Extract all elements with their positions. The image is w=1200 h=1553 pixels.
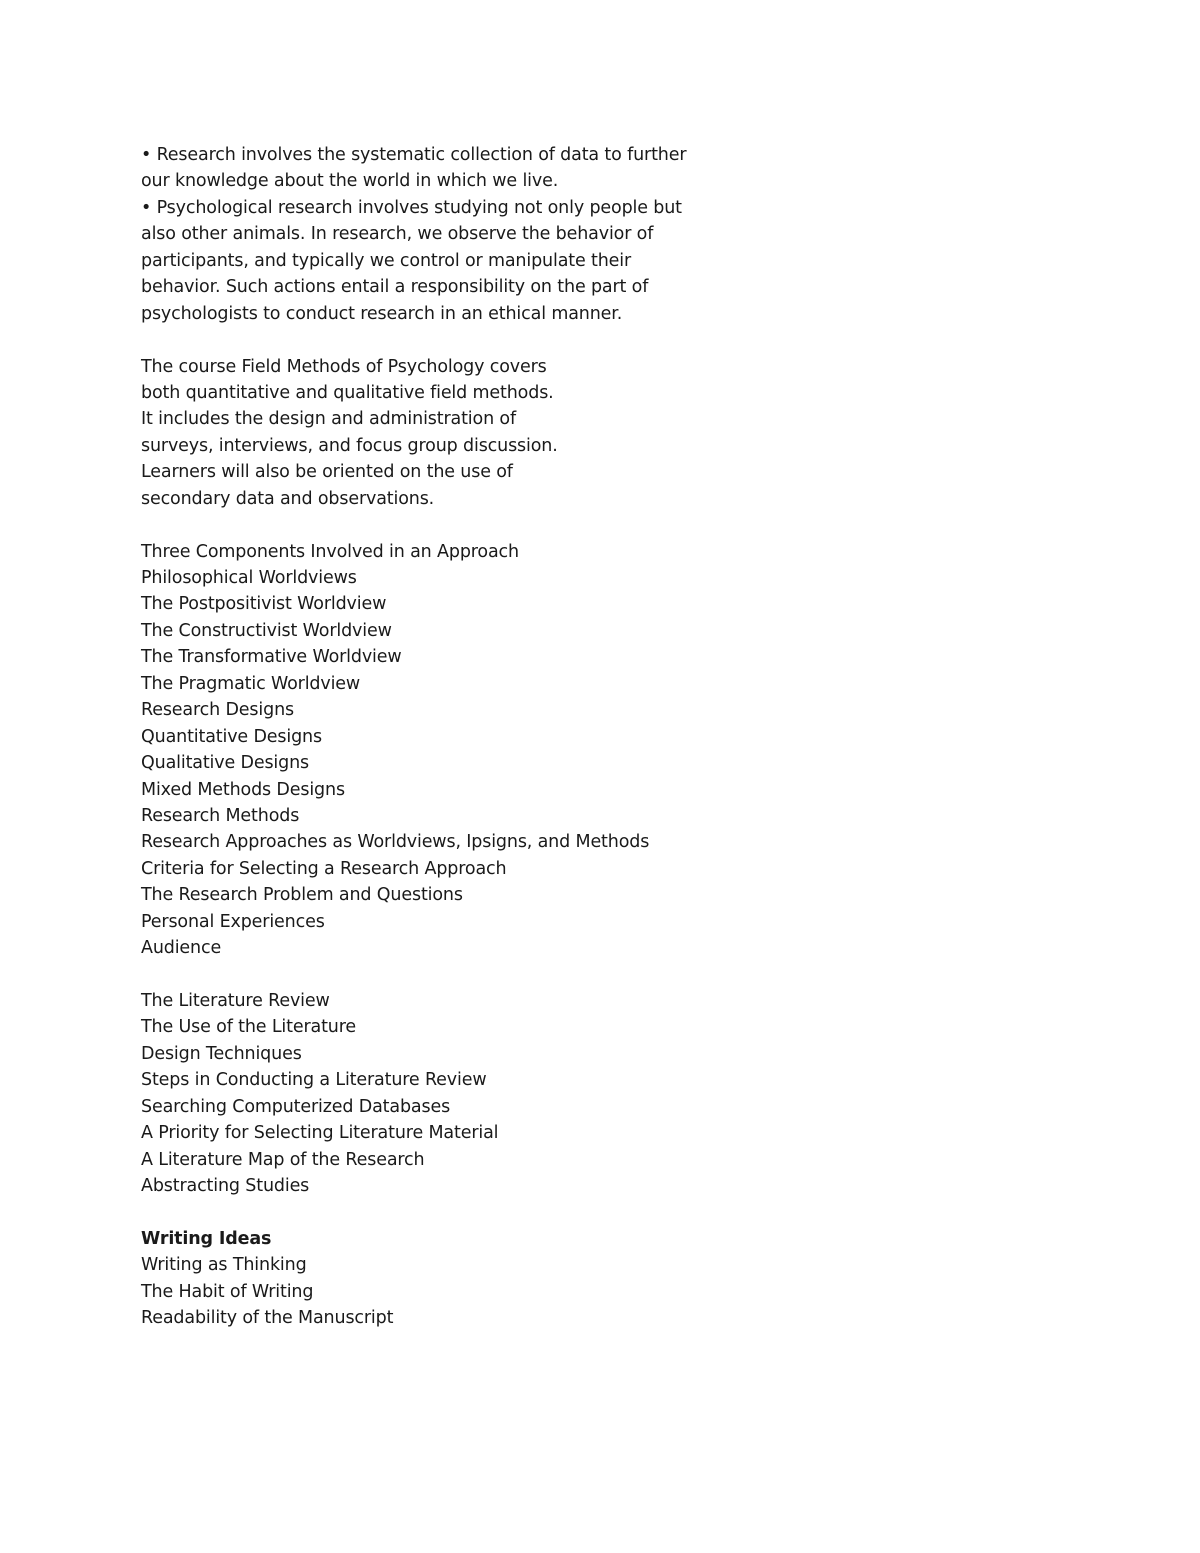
blank-line	[141, 512, 1041, 538]
approach-line: The Constructivist Worldview	[141, 620, 392, 641]
literature-section	[141, 988, 1041, 1200]
approach-line: The Pragmatic Worldview	[141, 673, 361, 694]
writing-line: Writing as Thinking	[141, 1255, 307, 1276]
course-line: both quantitative and qualitative field methods.	[141, 382, 554, 403]
literature-line: The Use of the Literature	[141, 1017, 357, 1038]
approach-line: Qualitative Designs	[141, 753, 309, 774]
approach-line: The Postpositivist Worldview	[141, 594, 387, 615]
approach-line: Three Components Involved in an Approach	[141, 541, 519, 562]
writing-section	[141, 1226, 1041, 1332]
literature-line: Abstracting Studies	[141, 1176, 310, 1197]
literature-line: A Literature Map of the Research	[141, 1149, 425, 1170]
approach-line: The Research Problem and Questions	[141, 885, 463, 906]
blank-line	[141, 962, 1041, 988]
intro-line: • Research involves the systematic collection of data to further	[141, 145, 687, 165]
intro-line: psychologists to conduct research in an ethical manner.	[141, 303, 623, 324]
approach-line: Philosophical Worldviews	[141, 568, 357, 588]
intro-line: our knowledge about the world in which we live.	[141, 171, 559, 192]
course-line: The course Field Methods of Psychology covers	[141, 356, 547, 377]
course-line: Learners will also be oriented on the use of	[141, 462, 513, 483]
intro-line: • Psychological research involves studying not only people but	[141, 197, 682, 218]
blank-line	[141, 1200, 1041, 1226]
document-body	[141, 142, 1041, 1332]
literature-line: Steps in Conducting a Literature Review	[141, 1070, 487, 1091]
course-line: surveys, interviews, and focus group discussion.	[141, 435, 558, 456]
blank-line	[141, 327, 1041, 353]
course-line: secondary data and observations.	[141, 488, 435, 509]
intro-line: behavior. Such actions entail a responsibility on the part of	[141, 277, 649, 298]
approach-line: Quantitative Designs	[141, 726, 322, 747]
writing-line: Readability of the Manuscript	[141, 1308, 394, 1329]
approach-section	[141, 539, 1041, 962]
writing-line: The Habit of Writing	[141, 1281, 314, 1302]
course-line: It includes the design and administration of	[141, 409, 516, 430]
approach-line: The Transformative Worldview	[141, 647, 402, 668]
writing-heading: Writing Ideas	[141, 1228, 272, 1249]
approach-line: Research Designs	[141, 700, 294, 721]
approach-line: Mixed Methods Designs	[141, 779, 345, 800]
course-section	[141, 354, 1041, 513]
approach-line: Personal Experiences	[141, 911, 325, 932]
intro-section	[141, 142, 1041, 327]
approach-line: Audience	[141, 938, 222, 959]
approach-line: Criteria for Selecting a Research Approach	[141, 858, 507, 879]
literature-line: Design Techniques	[141, 1043, 302, 1064]
literature-line: The Literature Review	[141, 991, 330, 1011]
intro-line: participants, and typically we control or manipulate their	[141, 250, 632, 271]
intro-line: also other animals. In research, we observe the behavior of	[141, 224, 654, 245]
literature-line: A Priority for Selecting Literature Material	[141, 1123, 499, 1144]
literature-line: Searching Computerized Databases	[141, 1096, 451, 1117]
approach-line: Research Methods	[141, 805, 300, 826]
approach-line: Research Approaches as Worldviews, Ipsigns, and Methods	[141, 832, 650, 853]
